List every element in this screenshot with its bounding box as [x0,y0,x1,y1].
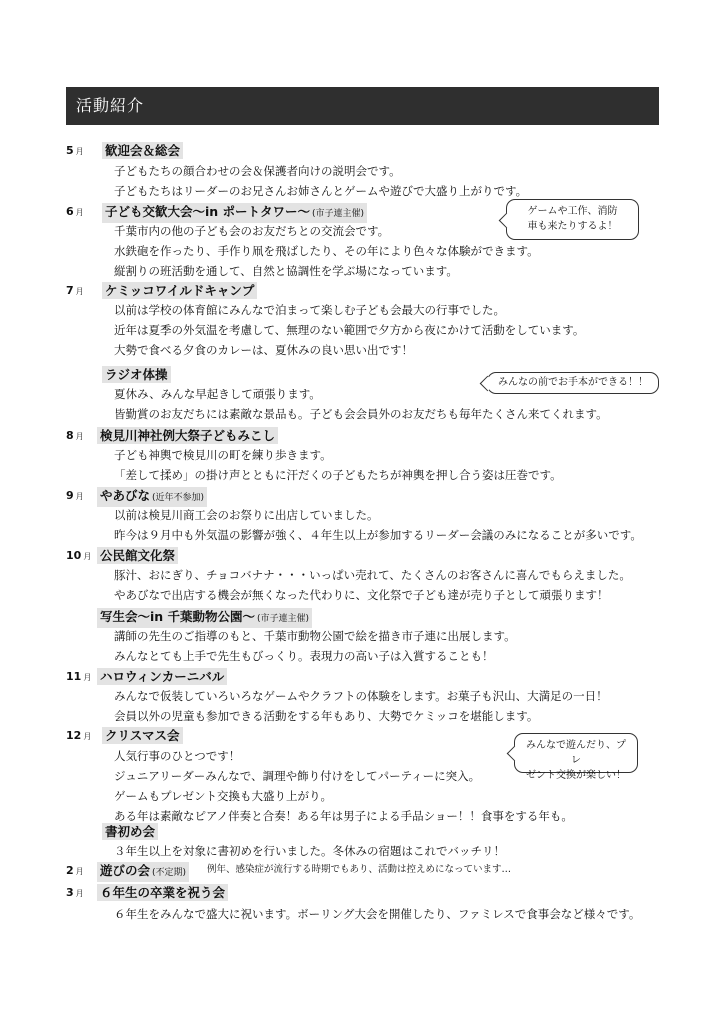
event-text: 皆勤賞のお友だちには素敵な景品も。子ども会会員外のお友だちも毎年たくさん来てくれます。 [114,407,608,421]
event-title: ハロウィンカーニバル [97,668,227,685]
event-text: ジュニアリーダーみんなで、調理や飾り付けをしてパーティーに突入。 [114,769,481,783]
event-text: ３年生以上を対象に書初めを行いました。冬休みの宿題はこれでバッチリ！ [114,844,505,858]
event-text: 人気行事のひとつです！ [114,749,241,763]
event-title: ６年生の卒業を祝う会 [97,884,228,901]
month-label: 5 月 [66,144,84,157]
section-title: 活動紹介 [76,96,145,115]
month-label: 7 月 [66,284,84,297]
event-text: 以前は学校の体育館にみんなで泊まって楽しむ子ども会最大の行事でした。 [114,303,505,317]
event-text: ある年は素敵なピアノ伴奏と合奏！ある年は男子による手品ショー！！食事をする年も。 [114,809,573,823]
event-title: 子ども交歓大会～in ポートタワー～ (市子連主催) [102,203,367,223]
event-text: 近年は夏季の外気温を考慮して、無理のない範囲で夕方から夜にかけて活動をしています。 [114,323,585,337]
month-label: 8 月 [66,429,84,442]
event-text: 豚汁、おにぎり、チョコバナナ・・・いっぱい売れて、たくさんのお客さんに喜んでもらえました。 [114,568,631,582]
event-text: ６年生をみんなで盛大に祝います。ボーリング大会を開催したり、ファミレスで食事会など様々です。 [114,907,641,921]
event-text: 縦割りの班活動を通して、自然と協調性を学ぶ場になっています。 [114,264,458,278]
bubble-tail [480,376,496,392]
section-header [66,87,659,125]
event-text: みんなで仮装していろいろなゲームやクラフトの体験をします。お菓子も沢山、大満足の一日！ [114,689,608,703]
event-text: 子ども神輿で検見川の町を練り歩きます。 [114,448,332,462]
bubble-text: みんなの前でお手本ができる！！ [498,377,648,388]
event-title: ケミッコワイルドキャンプ [102,282,257,299]
event-text: 昨今は９月中も外気温の影響が強く、４年生以上が参加するリーダー会議のみになることが多いです。 [114,528,642,542]
month-label: 9 月 [66,489,84,502]
bubble-text: ゼント交換が楽しい！ [526,770,626,781]
event-title: 公民館文化祭 [97,547,178,564]
bubble-tail [499,212,515,228]
event-inline-note: 例年、感染症が流行する時期でもあり、活動は控えめになっています… [207,864,512,875]
speech-bubble [514,733,638,781]
event-text: 大勢で食べる夕食のカレーは、夏休みの良い思い出です！ [114,343,413,357]
event-text: やあびなで出店する機会が無くなった代わりに、文化祭で子ども達が売り子として頑張ります！ [114,588,609,602]
bubble-text: 車も来たりするよ！ [527,221,618,232]
event-text: 講師の先生のご指導のもと、千葉市動物公園で絵を描き市子連に出展します。 [114,629,516,643]
speech-bubble [487,372,659,394]
event-title: 写生会～in 千葉動物公園～ (市子連主催) [97,608,312,628]
event-text: 水鉄砲を作ったり、手作り凧を飛ばしたり、その年により色々な体験ができます。 [114,244,539,258]
month-label: 12 月 [66,729,92,742]
event-text: 会員以外の児童も参加できる活動をする年もあり、大勢でケミッコを堪能します。 [114,709,539,723]
event-text: 夏休み、みんな早起きして頑張ります。 [114,387,321,401]
event-title: 書初め会 [102,823,158,840]
event-title: 歓迎会＆総会 [102,142,183,159]
bubble-tail [507,746,523,762]
event-text: 子どもたちはリーダーのお兄さんお姉さんとゲームや遊びで大盛り上がりです。 [114,184,528,198]
event-text: みんなとても上手で先生もびっくり。表現力の高い子は入賞することも！ [114,649,494,663]
event-text: 「差して揉め」の掛け声とともに汗だくの子どもたちが神輿を押し合う姿は圧巻です。 [114,468,562,482]
event-title: 遊びの会 (不定期) [97,862,189,882]
event-title: ラジオ体操 [102,366,171,383]
event-title: やあびな (近年不参加) [97,487,207,507]
bubble-text: みんなで遊んだり、プレ [526,740,626,766]
month-label: 11 月 [66,670,92,683]
bubble-text: ゲームや工作、消防 [527,206,618,217]
event-text: ゲームもプレゼント交換も大盛り上がり。 [114,789,333,803]
event-title: 検見川神社例大祭子どもみこし [97,427,278,444]
month-label: 2 月 [66,864,84,877]
speech-bubble [506,199,639,240]
month-label: 10 月 [66,549,92,562]
month-label: 6 月 [66,205,84,218]
month-label: 3 月 [66,886,84,899]
event-text: 子どもたちの顔合わせの会＆保護者向けの説明会です。 [114,164,401,178]
event-text: 以前は検見川商工会のお祭りに出店していました。 [114,508,379,522]
event-title: クリスマス会 [102,727,183,744]
event-text: 千葉市内の他の子ども会のお友だちとの交流会です。 [114,224,390,238]
